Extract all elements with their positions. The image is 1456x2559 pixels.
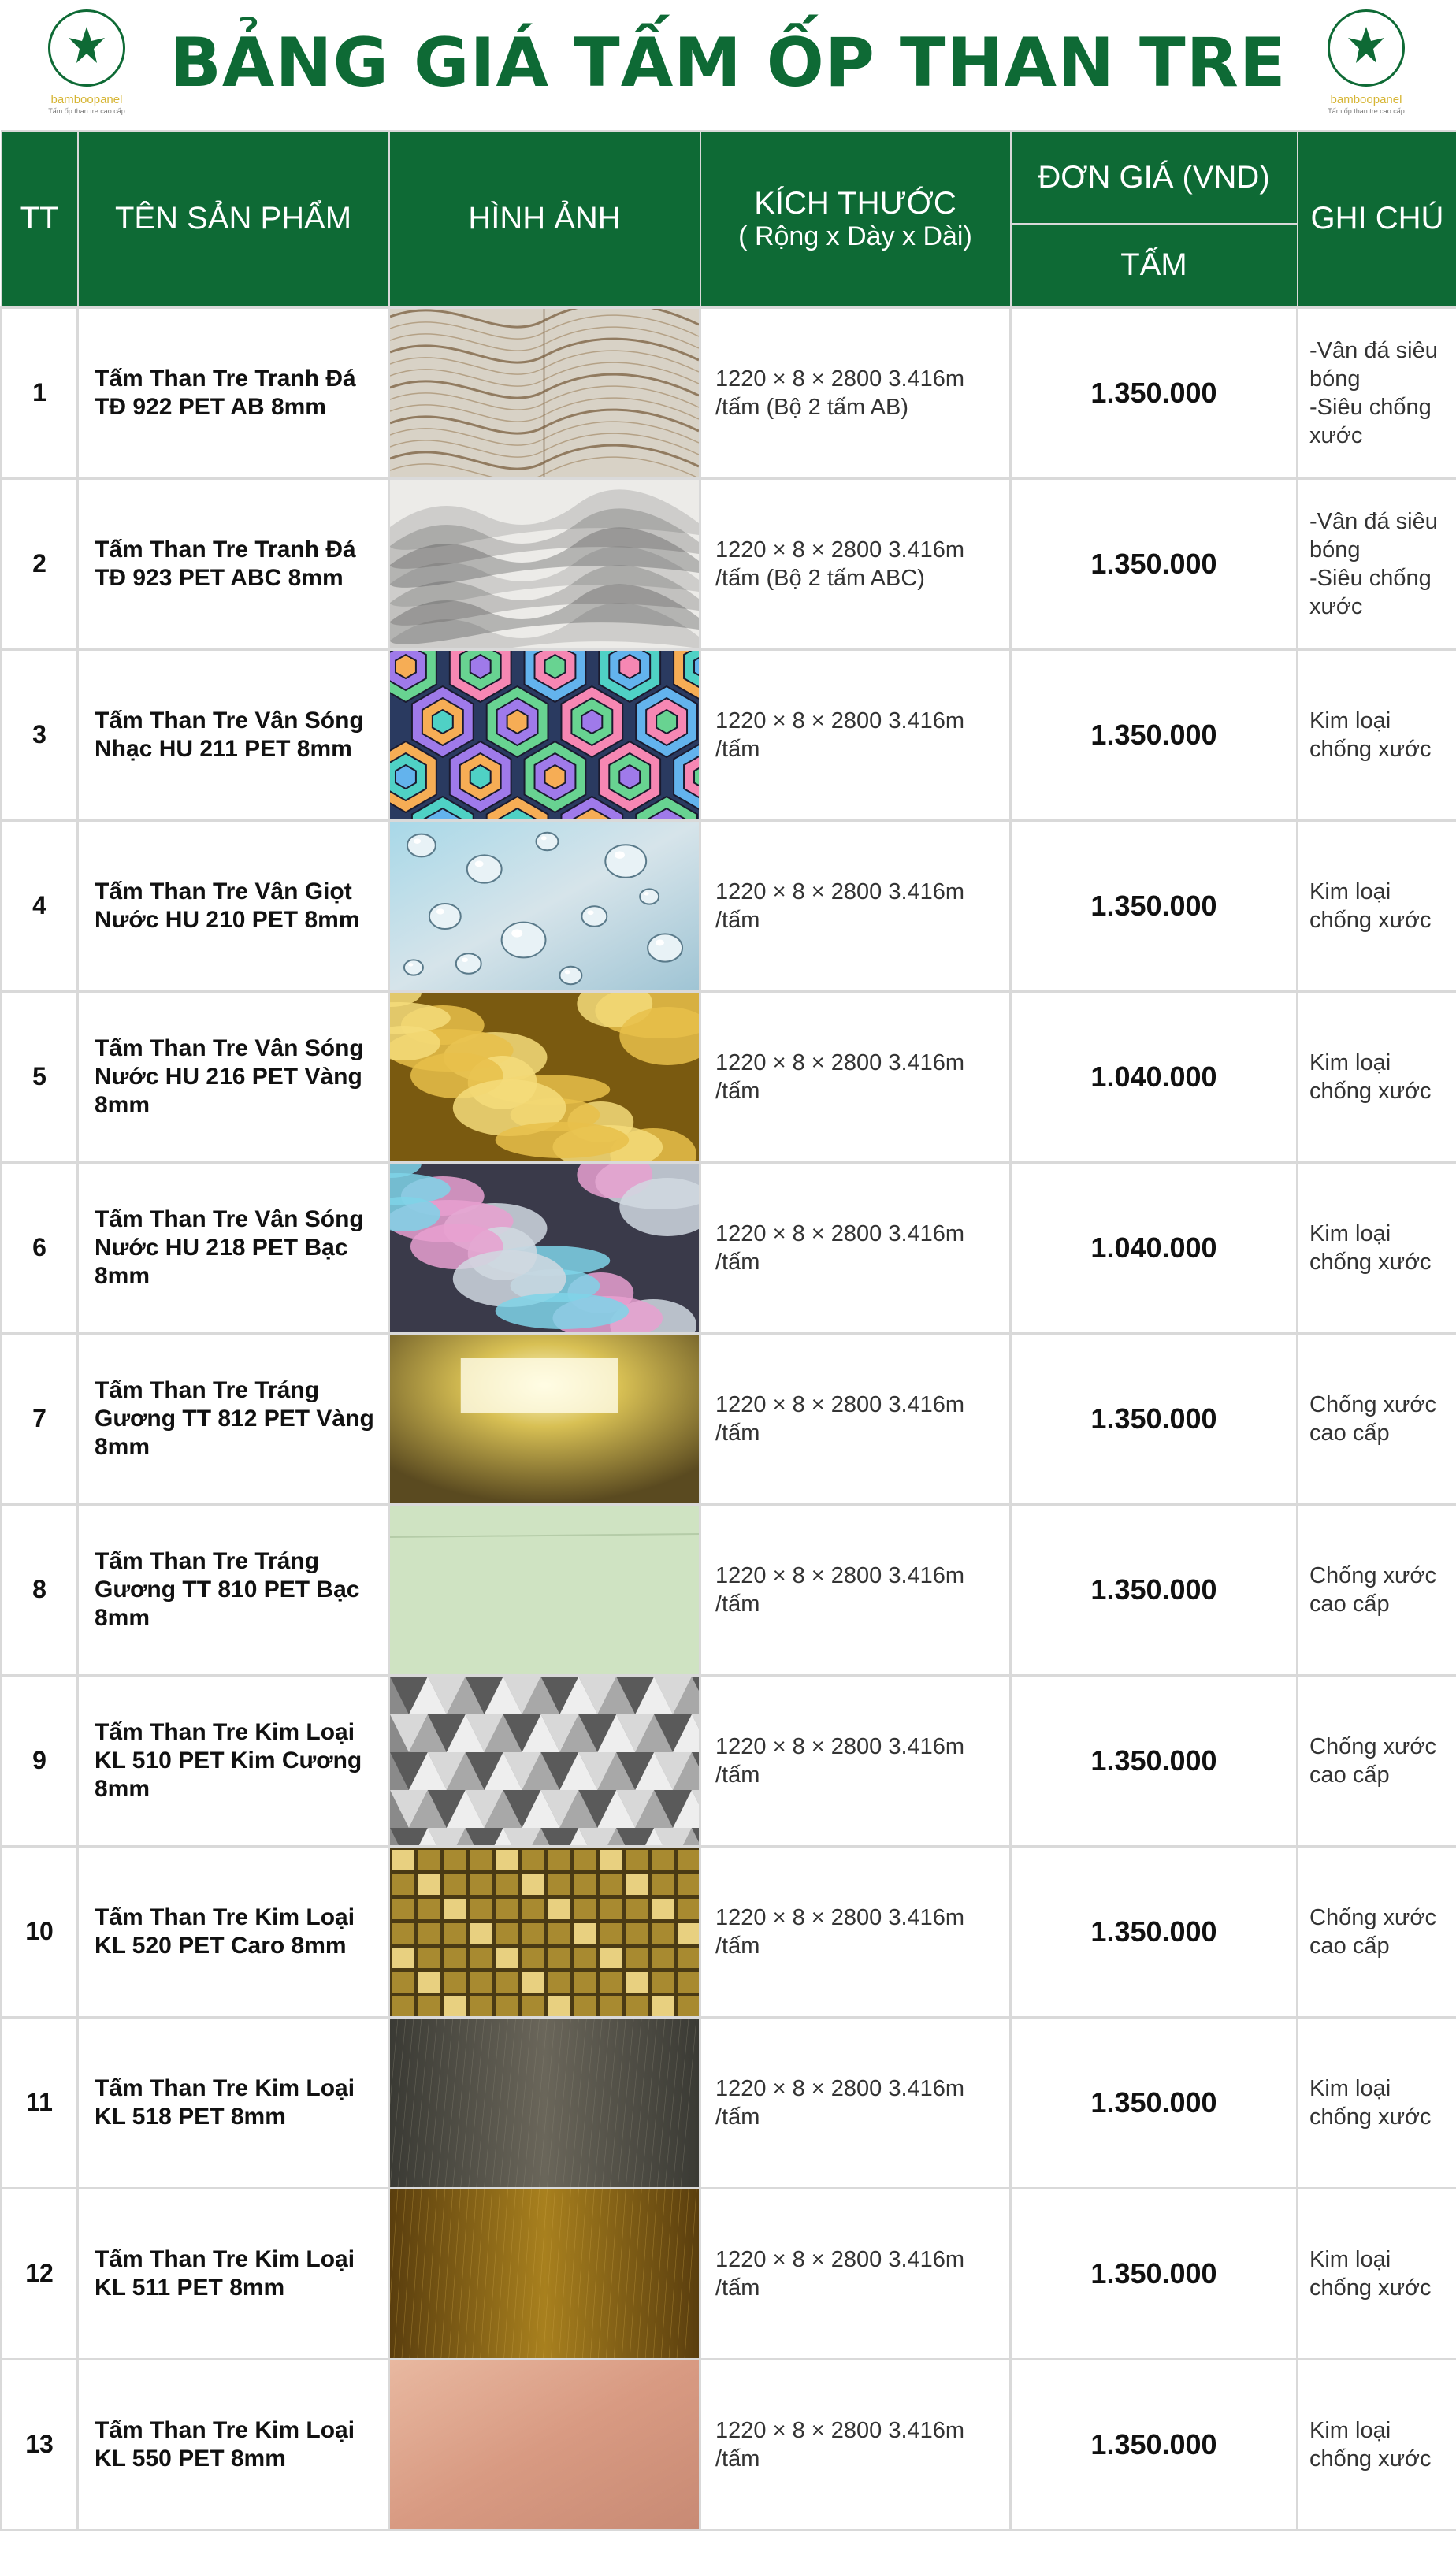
- row-number: 10: [2, 1846, 78, 2017]
- pale-green-swatch: [390, 1506, 699, 1674]
- table-row: [2, 478, 1456, 649]
- table-row: [2, 2188, 1456, 2359]
- col-header-image: HÌNH ẢNH: [389, 131, 700, 307]
- product-note: Kim loại chống xước: [1298, 820, 1456, 991]
- product-note: Chống xước cao cấp: [1298, 1846, 1456, 2017]
- gold-mirror-swatch: [390, 1335, 699, 1503]
- product-note: -Vân đá siêu bóng -Siêu chống xước: [1298, 478, 1456, 649]
- product-name: Tấm Than Tre Vân Sóng Nước HU 216 PET Vàng 8mm: [78, 991, 389, 1162]
- row-number: 7: [2, 1333, 78, 1504]
- table-row: [2, 991, 1456, 1162]
- product-size: 1220 × 8 × 2800 3.416m /tấm: [700, 2359, 1011, 2530]
- logo-brand: bamboopanel: [50, 93, 123, 106]
- product-swatch: [389, 649, 700, 820]
- product-note: Kim loại chống xước: [1298, 2359, 1456, 2530]
- logo-brand: bamboopanel: [1330, 93, 1402, 106]
- crane-icon: [1345, 24, 1387, 66]
- product-name: Tấm Than Tre Kim Loại KL 550 PET 8mm: [78, 2359, 389, 2530]
- product-price: 1.350.000: [1011, 649, 1298, 820]
- product-size: 1220 × 8 × 2800 3.416m /tấm: [700, 649, 1011, 820]
- product-size: 1220 × 8 × 2800 3.416m /tấm: [700, 1333, 1011, 1504]
- dark-brushed-swatch: [390, 2019, 699, 2187]
- product-swatch: [389, 1675, 700, 1846]
- product-swatch: [389, 1846, 700, 2017]
- row-number: 5: [2, 991, 78, 1162]
- col-header-price: ĐƠN GIÁ (VND): [1011, 131, 1298, 224]
- row-number: 13: [2, 2359, 78, 2530]
- row-number: 2: [2, 478, 78, 649]
- logo-tagline: Tấm ốp than tre cao cấp: [48, 107, 125, 115]
- table-row: [2, 1846, 1456, 2017]
- rose-copper-swatch: [390, 2360, 699, 2529]
- diamond-swatch: [390, 1677, 699, 1845]
- table-row: [2, 1675, 1456, 1846]
- product-note: Kim loại chống xước: [1298, 1162, 1456, 1333]
- product-price: 1.350.000: [1011, 307, 1298, 478]
- product-note: Kim loại chống xước: [1298, 2188, 1456, 2359]
- product-note: Kim loại chống xước: [1298, 649, 1456, 820]
- product-size: 1220 × 8 × 2800 3.416m /tấm: [700, 1504, 1011, 1675]
- product-swatch: [389, 478, 700, 649]
- row-number: 6: [2, 1162, 78, 1333]
- table-row: [2, 1333, 1456, 1504]
- table-row: [2, 1162, 1456, 1333]
- crane-icon: [65, 24, 108, 66]
- product-swatch: [389, 2017, 700, 2188]
- product-size: 1220 × 8 × 2800 3.416m /tấm (Bộ 2 tấm AB): [700, 307, 1011, 478]
- product-price: 1.350.000: [1011, 2017, 1298, 2188]
- table-row: [2, 307, 1456, 478]
- table-row: [2, 649, 1456, 820]
- row-number: 12: [2, 2188, 78, 2359]
- gold-grid-swatch: [390, 1848, 699, 2016]
- product-size: 1220 × 8 × 2800 3.416m /tấm: [700, 1846, 1011, 2017]
- product-note: Chống xước cao cấp: [1298, 1675, 1456, 1846]
- product-name: Tấm Than Tre Tráng Gương TT 812 PET Vàng 8mm: [78, 1333, 389, 1504]
- product-note: -Vân đá siêu bóng -Siêu chống xước: [1298, 307, 1456, 478]
- product-swatch: [389, 1162, 700, 1333]
- col-header-tt: TT: [2, 131, 78, 307]
- table-header: [2, 131, 1456, 307]
- product-size: 1220 × 8 × 2800 3.416m /tấm: [700, 820, 1011, 991]
- col-header-price-unit: TẤM: [1011, 224, 1298, 307]
- product-note: Kim loại chống xước: [1298, 991, 1456, 1162]
- size-header-label: KÍCH THƯỚC: [754, 185, 956, 221]
- page-title: BẢNG GIÁ TẤM ỐP THAN TRE: [169, 24, 1287, 102]
- product-swatch: [389, 2359, 700, 2530]
- product-note: Chống xước cao cấp: [1298, 1333, 1456, 1504]
- product-swatch: [389, 1333, 700, 1504]
- product-price: 1.350.000: [1011, 1333, 1298, 1504]
- product-price: 1.350.000: [1011, 820, 1298, 991]
- product-swatch: [389, 307, 700, 478]
- product-swatch: [389, 820, 700, 991]
- table-row: [2, 1504, 1456, 1675]
- table-row: [2, 820, 1456, 991]
- product-name: Tấm Than Tre Kim Loại KL 520 PET Caro 8mm: [78, 1846, 389, 2017]
- product-swatch: [389, 1504, 700, 1675]
- product-name: Tấm Than Tre Kim Loại KL 518 PET 8mm: [78, 2017, 389, 2188]
- product-name: Tấm Than Tre Kim Loại KL 510 PET Kim Cương 8mm: [78, 1675, 389, 1846]
- bronze-brushed-swatch: [390, 2189, 699, 2358]
- product-price: 1.350.000: [1011, 1675, 1298, 1846]
- logo-right: [1316, 9, 1410, 120]
- silver-ripple-swatch: [390, 1164, 699, 1332]
- col-header-size: [700, 131, 1011, 307]
- row-number: 1: [2, 307, 78, 478]
- product-name: Tấm Than Tre Tranh Đá TĐ 922 PET AB 8mm: [78, 307, 389, 478]
- product-size: 1220 × 8 × 2800 3.416m /tấm (Bộ 2 tấm ABC): [700, 478, 1011, 649]
- water-drops-swatch: [390, 822, 699, 990]
- row-number: 9: [2, 1675, 78, 1846]
- product-price: 1.350.000: [1011, 2359, 1298, 2530]
- product-price: 1.350.000: [1011, 478, 1298, 649]
- table-row: [2, 2017, 1456, 2188]
- title-bar: [0, 0, 1456, 130]
- product-price: 1.350.000: [1011, 1504, 1298, 1675]
- size-header-sub: ( Rộng x Dày x Dài): [738, 221, 972, 251]
- logo-tagline: Tấm ốp than tre cao cấp: [1328, 107, 1405, 115]
- product-price: 1.040.000: [1011, 991, 1298, 1162]
- product-name: Tấm Than Tre Vân Giọt Nước HU 210 PET 8mm: [78, 820, 389, 991]
- product-name: Tấm Than Tre Vân Sóng Nhạc HU 211 PET 8mm: [78, 649, 389, 820]
- product-price: 1.040.000: [1011, 1162, 1298, 1333]
- row-number: 8: [2, 1504, 78, 1675]
- holo-hex-swatch: [390, 651, 699, 819]
- product-swatch: [389, 991, 700, 1162]
- price-table: [0, 130, 1456, 2531]
- product-price: 1.350.000: [1011, 1846, 1298, 2017]
- product-note: Chống xước cao cấp: [1298, 1504, 1456, 1675]
- table-body: [2, 307, 1456, 2530]
- product-name: Tấm Than Tre Tráng Gương TT 810 PET Bạc 8mm: [78, 1504, 389, 1675]
- row-number: 4: [2, 820, 78, 991]
- product-swatch: [389, 2188, 700, 2359]
- product-name: Tấm Than Tre Vân Sóng Nước HU 218 PET Bạc 8mm: [78, 1162, 389, 1333]
- row-number: 11: [2, 2017, 78, 2188]
- table-row: [2, 2359, 1456, 2530]
- product-size: 1220 × 8 × 2800 3.416m /tấm: [700, 991, 1011, 1162]
- product-size: 1220 × 8 × 2800 3.416m /tấm: [700, 1675, 1011, 1846]
- gold-ripple-swatch: [390, 993, 699, 1161]
- col-header-name: TÊN SẢN PHẨM: [78, 131, 389, 307]
- col-header-note: GHI CHÚ: [1298, 131, 1456, 307]
- product-size: 1220 × 8 × 2800 3.416m /tấm: [700, 2188, 1011, 2359]
- product-name: Tấm Than Tre Tranh Đá TĐ 923 PET ABC 8mm: [78, 478, 389, 649]
- product-note: Kim loại chống xước: [1298, 2017, 1456, 2188]
- product-size: 1220 × 8 × 2800 3.416m /tấm: [700, 1162, 1011, 1333]
- marble-beige-swatch: [390, 309, 699, 477]
- product-name: Tấm Than Tre Kim Loại KL 511 PET 8mm: [78, 2188, 389, 2359]
- row-number: 3: [2, 649, 78, 820]
- marble-ink-swatch: [390, 480, 699, 648]
- product-size: 1220 × 8 × 2800 3.416m /tấm: [700, 2017, 1011, 2188]
- product-price: 1.350.000: [1011, 2188, 1298, 2359]
